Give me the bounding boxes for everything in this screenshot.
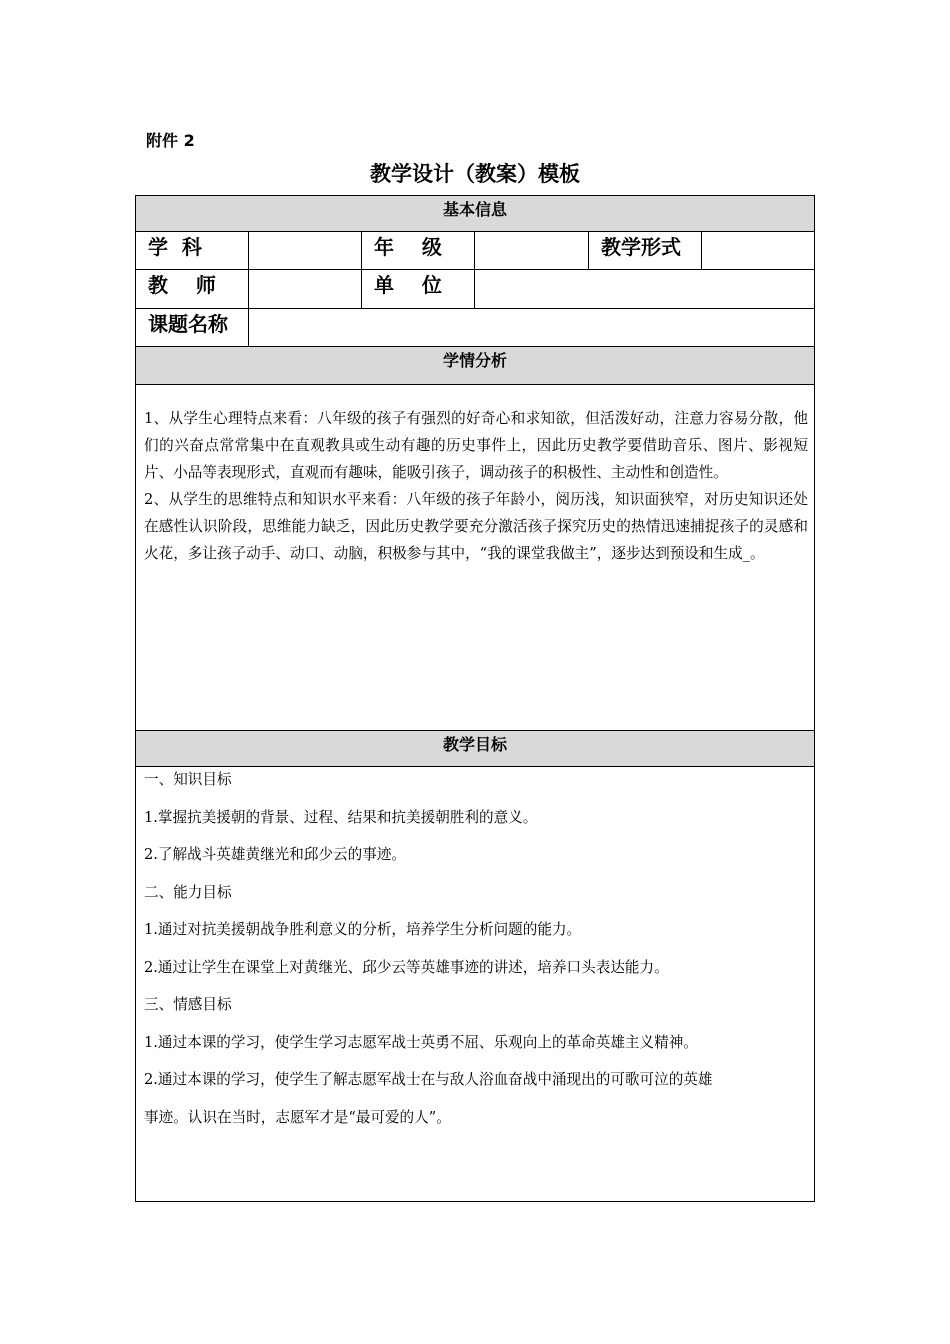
topic-value[interactable] <box>249 309 814 346</box>
topic-label: 课题名称 <box>136 309 249 346</box>
goal-line: 事迹。认识在当时，志愿军才是“最可爱的人”。 <box>144 1108 451 1126</box>
analysis-text <box>144 405 808 567</box>
goal-line: 2.通过让学生在课堂上对黄继光、邱少云等英雄事迹的讲述，培养口头表达能力。 <box>144 958 669 976</box>
teacher-value[interactable] <box>249 270 362 308</box>
goal-line: 2.通过本课的学习，使学生了解志愿军战士在与敌人浴血奋战中涌现出的可歌可泣的英雄 <box>144 1071 713 1088</box>
goals-list <box>144 767 808 1142</box>
goal-line: 一、知识目标 <box>144 771 232 788</box>
unit-value[interactable] <box>475 270 814 308</box>
goal-line: 1.掌握抗美援朝的背景、过程、结果和抗美援朝胜利的意义。 <box>144 808 538 826</box>
goal-line: 二、能力目标 <box>144 883 232 901</box>
analysis-paragraph-1: 1、从学生心理特点来看：八年级的孩子有强烈的好奇心和求知欲，但活泼好动，注意力容易分散，他们的兴奋点常常集中在直观教具或生动有趣的历史事件上，因此历史教学要借助音乐、图片、影视短片、小品等表现形式，直观而有趣味，能吸引孩子，调动孩子的积极性、主动性和创造性。 <box>144 410 808 481</box>
goal-line: 2.了解战斗英雄黄继光和邱少云的事迹。 <box>144 846 407 863</box>
unit-label: 单 位 <box>362 270 475 308</box>
goal-line: 三、情感目标 <box>144 996 232 1013</box>
goals-content <box>136 767 814 1201</box>
goal-line: 1.通过本课的学习，使学生学习志愿军战士英勇不屈、乐观向上的革命英雄主义精神。 <box>144 1033 698 1051</box>
section-header-basic-info: 基本信息 <box>136 196 814 232</box>
teacher-label: 教 师 <box>136 270 249 308</box>
subject-label: 学 科 <box>136 232 249 269</box>
grade-label: 年 级 <box>362 232 475 269</box>
section-header-analysis: 学情分析 <box>136 347 814 385</box>
lesson-plan-form <box>135 195 815 1202</box>
info-row-teacher <box>136 270 814 309</box>
goal-line: 1.通过对抗美援朝战争胜利意义的分析，培养学生分析问题的能力。 <box>144 921 582 938</box>
info-row-topic <box>136 309 814 347</box>
section-header-goals: 教学目标 <box>136 731 814 767</box>
grade-value[interactable] <box>475 232 589 269</box>
subject-value[interactable] <box>249 232 362 269</box>
document-title: 教学设计（教案）模板 <box>370 162 580 186</box>
form-label: 教学形式 <box>589 232 702 269</box>
form-value[interactable] <box>702 232 814 269</box>
info-row-subject <box>136 232 814 270</box>
analysis-content <box>136 385 814 731</box>
analysis-paragraph-2: 2、从学生的思维特点和知识水平来看：八年级的孩子年龄小，阅历浅，知识面狭窄，对历史知识还处在感性认识阶段，思维能力缺乏，因此历史教学要充分激活孩子探究历史的热情迅速捕捉孩子的灵感和火花，多让孩子动手、动口、动脑，积极参与其中，“我的课堂我做主”，逐步达到预设和生成_。 <box>144 491 808 562</box>
attachment-label: 附件 2 <box>146 131 195 150</box>
